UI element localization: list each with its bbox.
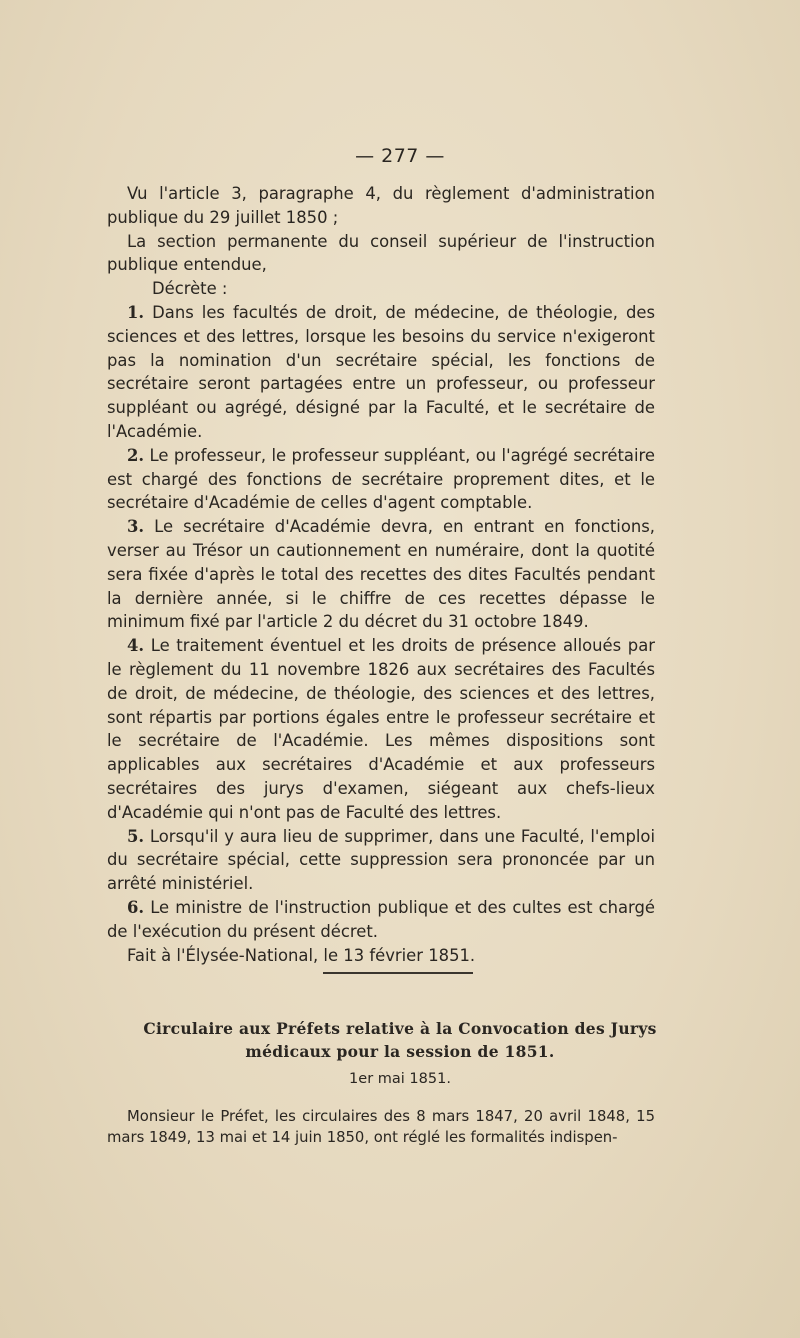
article-2 (107, 444, 655, 515)
article-5 (107, 825, 655, 896)
preamble-section (107, 230, 655, 278)
paragraph-text: Dans les facultés de droit, de médecine, de théologie, des sciences et des lettres, lorsque les besoins du service n'exigeront pas la nomination d'un secrétaire spécial, les fonctions de secrétaire seront partagées entre un professeur, ou professeur suppléant ou agrégé, désigné par la Faculté, et le secrétaire de l'Académie. (107, 302, 655, 441)
circular-title-line-2: médicaux pour la session de 1851. (245, 1042, 555, 1061)
article-number: 1. (127, 302, 145, 322)
circular-opening: Monsieur le Préfet, les circulaires des 8 mars 1847, 20 avril 1848, 15 mars 1849, 13 mai et 14 juin 1850, ont réglé les formalités indispen- (107, 1108, 655, 1146)
article-4 (107, 634, 655, 824)
section-divider (323, 972, 473, 974)
paragraph-text: Lorsqu'il y aura lieu de supprimer, dans une Faculté, l'emploi du secrétaire spécial, cette suppression sera prononcée par un arrêté ministériel. (107, 826, 655, 894)
circular-body (107, 1106, 655, 1148)
page-number: — 277 — (355, 145, 445, 167)
paragraph-text: Le professeur, le professeur suppléant, ou l'agrégé secrétaire est chargé des fonctions de secrétaire proprement dites, et le secrétaire d'Académie de celles d'agent comptable. (107, 445, 655, 513)
paragraph-text: La section permanente du conseil supérieur de l'instruction publique entendue, (107, 231, 655, 275)
circular-date: 1er mai 1851. (349, 1071, 451, 1087)
circular-title (100, 1017, 700, 1063)
paragraph-text: Vu l'article 3, paragraphe 4, du règlement d'administration publique du 29 juillet 1850 ; (107, 184, 655, 227)
article-number: 3. (127, 517, 145, 537)
article-number: 2. (127, 445, 145, 465)
article-number: 5. (127, 826, 145, 846)
decree-signature-line (107, 944, 655, 968)
article-number: 6. (127, 897, 145, 917)
article-1 (107, 301, 655, 444)
article-6 (107, 896, 655, 944)
paragraph-text: Le secrétaire d'Académie devra, en entrant en fonctions, verser au Trésor un cautionnement en numéraire, dont la quotité sera fixée d'après le total des recettes des dites Facultés pendant la dernière année, si le chiffre de ces recettes dépasse le minimum fixé par l'article 2 du décret du 31 octobre 1849. (107, 517, 655, 632)
paragraph-text: Décrète : (152, 279, 228, 299)
decrete-heading (107, 277, 655, 301)
preamble-vu (107, 182, 655, 230)
article-3 (107, 515, 655, 634)
paragraph-text: Fait à l'Élysée-National, le 13 février 1851. (127, 945, 476, 965)
decree-text (107, 182, 655, 967)
paragraph-text: Le ministre de l'instruction publique et des cultes est chargé de l'exécution du présent décret. (107, 897, 655, 941)
article-number: 4. (127, 636, 145, 656)
circular-title-line-1: Circulaire aux Préfets relative à la Convocation des Jurys (143, 1019, 657, 1038)
paragraph-text: Le traitement éventuel et les droits de présence alloués par le règlement du 11 novembre 1826 aux secrétaires des Facultés de droit, de médecine, de théologie, des sciences et des lettres, sont répartis par portions égales entre le professeur secrétaire et le secrétaire de l'Académie. Les mêmes dispositions sont applicables aux secrétaires d'Académie et aux professeurs secrétaires des jurys d'examen, siégeant aux chefs-lieux d'Académie qui n'ont pas de Faculté des lettres. (107, 636, 655, 822)
